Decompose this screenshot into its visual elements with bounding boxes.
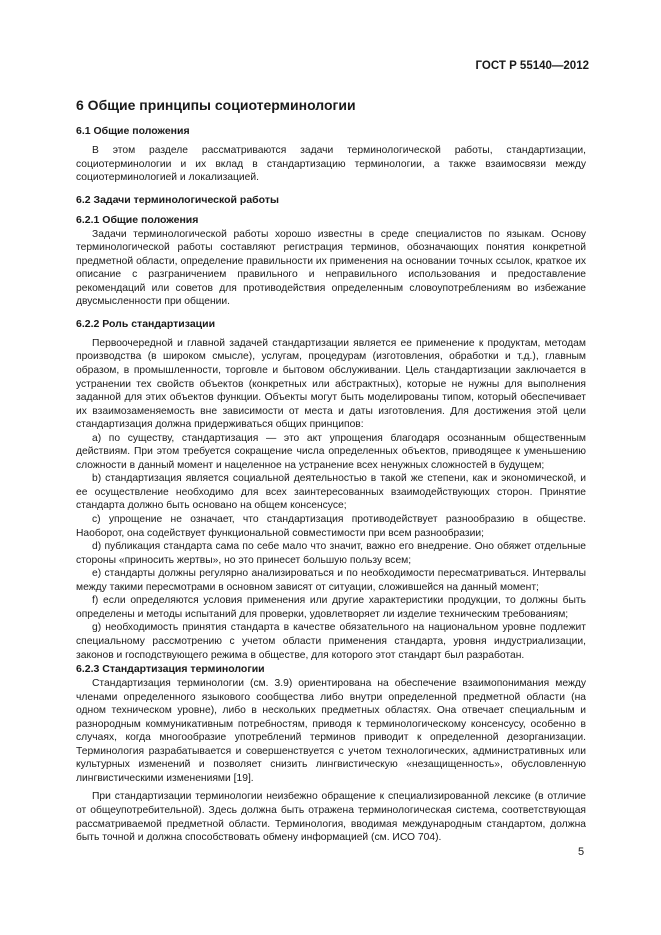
list-item-b: b) стандартизация является социальной деятельностью в такой же степени, как и экономической, и ее осуществление необходимо для всех заинтересованных взаимодействующих сторон. Принятие стандарта должно быть основано на общем консенсусе; [76,473,586,512]
paragraph-6-2-2: Первоочередной и главной задачей стандартизации является ее применение к продуктам, методам производства (в широком смысле), услугам, процедурам (изготовления, обработки и т.д.), главным образом, в промышленности, торговле и бытовом обслуживании. Цель стандартизации заключается в устранении тех свойств объектов (конкретных или абстрактных), которые не нужны для выполнения заданной для этих объектов функции. Объекты могут быть моделированы типом, который обеспечивает их взаимозаменяемость вне зависимости от места и даты изготовления. Для достижения этой цели стандартизация должна придерживаться общих принципов: [76,337,586,431]
list-item-g: g) необходимость принятия стандарта в качестве обязательного на национальном уровне подлежит специальному рассмотрению с учетом области применения стандарта, уровня индустриализации, законов и господствующего режима в обществе, для которого этот стандарт был разработан. [76,622,586,661]
list-item-f: f) если определяются условия применения или другие характеристики продукции, то должны быть определены и методы испытаний для проверки, удовлетворяет ли изделие техническим требованиям; [76,595,586,620]
subsection-title-6-2-1: 6.2.1 Общие положения [76,213,199,226]
list-item-a: а) по существу, стандартизация — это акт упрощения благодаря осознанным общественным действиям. При этом требуется сокращение числа определенных объектов, приводящее к уменьшению сложности в данный момент и нацеленное на устранение всех ненужных сложностей в будущем; [76,432,586,471]
subsection-title-6-1: 6.1 Общие положения [76,125,190,137]
page-number: 5 [578,846,585,858]
document-body [76,90,586,845]
subsection-title-6-2: 6.2 Задачи терминологической работы [76,193,279,206]
paragraph-6-2-3-2: При стандартизации терминологии неизбежно обращение к специализированной лексике (в отличие от общеупотребительной). Здесь должна быть отражена терминологическая система, соответствующая рассматриваемой предметной области. Терминология, вводимая международным стандартом, должна быть точной и должна способствовать обмену информацией (см. ИСО 704). [76,791,586,844]
subsection-title-6-2-2: 6.2.2 Роль стандартизации [76,317,216,330]
list-item-c: c) упрощение не означает, что стандартизация противодействует разнообразию в обществе. Наоборот, она содействует функциональной совместимости при всем разнообразии; [76,514,586,539]
list-item-d: d) публикация стандарта сама по себе мало что значит, важно его внедрение. Оно обяжет отдельные стороны «приносить жертвы», но это принесет большую пользу всем; [76,541,586,566]
paragraph-6-2-3-1: Стандартизация терминологии (см. 3.9) ориентирована на обеспечение взаимопонимания между членами определенного языкового сообщества либо внутри определенной предметной области (на одном техническом уровне), либо в нескольких предметных областях. Она отвечает специальным и разнородным коммуникативным потребностям, приводя к терминологическому консенсусу, особенно в случаях, когда многообразие употреблений терминов приводит к определенной дезорганизации. Терминология разрабатывается и совершенствуется с учетом технологических, административных или культурных изменений и позволяет снизить лингвистическую «незащищенность», обусловленную лингвистическими изменениями [19]. [76,678,586,784]
subsection-title-6-2-3: 6.2.3 Стандартизация терминологии [76,663,265,676]
document-header: ГОСТ Р 55140—2012 [475,60,589,72]
list-item-e: e) стандарты должны регулярно анализироваться и по необходимости пересматриваться. Интервалы между такими пересмотрами в основном зависят от ситуации, сложившейся на данный момент; [76,568,586,593]
paragraph-6-1: В этом разделе рассматриваются задачи терминологической работы, стандартизации, социотерминологии и их вклад в стандартизацию терминологии, а также взаимосвязи между социотерминологией и локализацией. [76,145,586,184]
paragraph-6-2-1: Задачи терминологической работы хорошо известны в среде специалистов по языкам. Основу терминологической работы составляют регистрация терминов, обозначающих понятия конкретной предметной области, определение правильности их применения на основании точных ссылок, краткое их описание с разграничением правильного и неправильного использования и предоставление рекомендаций или советов для противодействия определенным словоупотреблениям во избежание двусмысленности при общении. [76,228,586,308]
section-title: 6 Общие принципы социотерминологии [76,97,356,113]
